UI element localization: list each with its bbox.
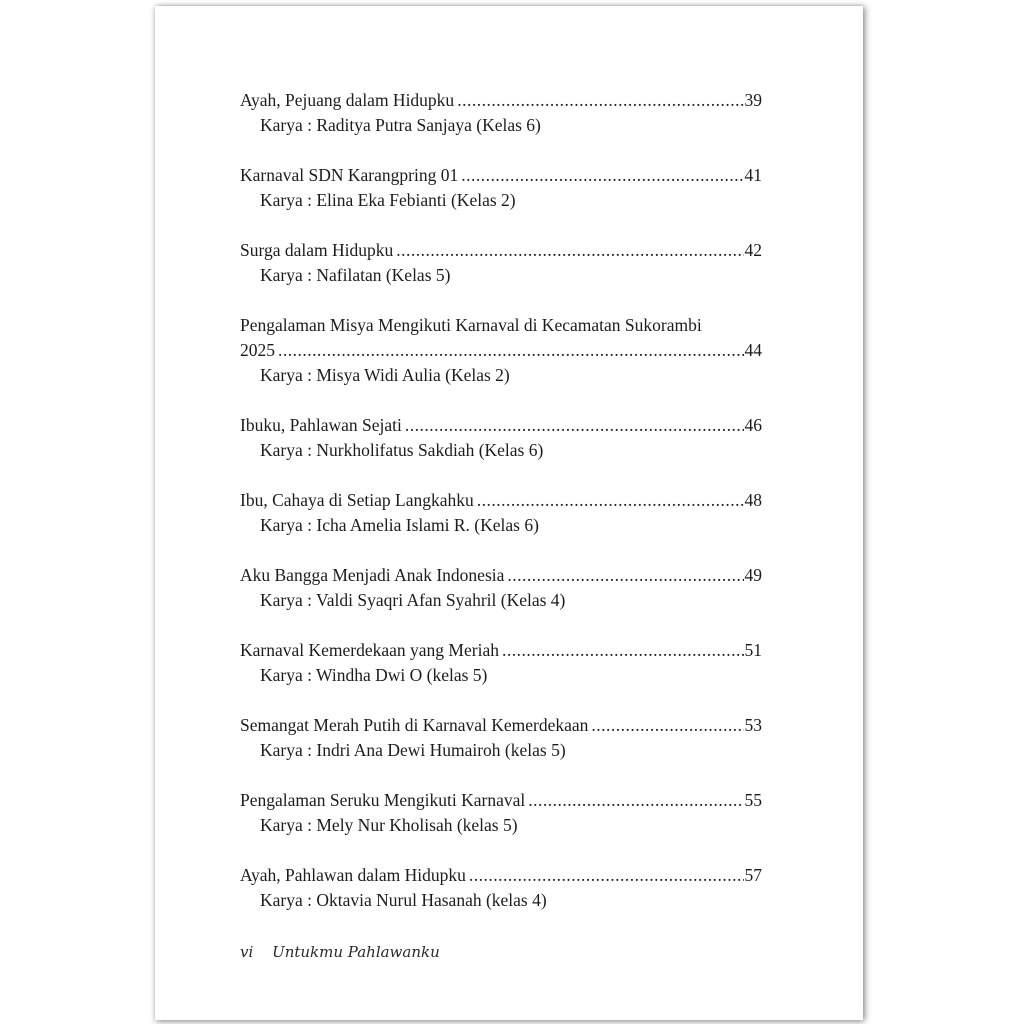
toc-page-number: 57 <box>744 865 762 885</box>
toc-entry <box>240 563 762 638</box>
toc-entry <box>240 163 762 238</box>
dot-leader <box>591 713 743 738</box>
toc-author: Karya : Elina Eka Febianti (Kelas 2) <box>260 190 516 210</box>
toc-entry <box>240 413 762 488</box>
folio-page-number: vi <box>240 943 254 961</box>
toc-entry <box>240 788 762 863</box>
toc-page-number: 51 <box>744 640 762 660</box>
toc-title-continuation: 2025 <box>240 340 275 360</box>
toc-title: Pengalaman Seruku Mengikuti Karnaval <box>240 790 526 810</box>
toc-title-line <box>240 413 762 438</box>
toc-title: Ayah, Pejuang dalam Hidupku <box>240 90 455 110</box>
toc-title: Karnaval Kemerdekaan yang Meriah <box>240 640 499 660</box>
toc-title: Karnaval SDN Karangpring 01 <box>240 165 459 185</box>
toc-author: Karya : Raditya Putra Sanjaya (Kelas 6) <box>260 115 541 135</box>
toc-title-line <box>240 163 762 188</box>
toc-author: Karya : Mely Nur Kholisah (kelas 5) <box>260 815 518 835</box>
dot-leader <box>405 413 744 438</box>
page-footer <box>240 943 440 961</box>
toc-page-number: 55 <box>744 790 762 810</box>
toc-page-number: 44 <box>744 340 762 360</box>
toc-page-number: 42 <box>744 240 762 260</box>
toc-title-line <box>240 238 762 263</box>
table-of-contents <box>240 88 762 938</box>
toc-author: Karya : Misya Widi Aulia (Kelas 2) <box>260 365 510 385</box>
toc-title: Semangat Merah Putih di Karnaval Kemerdekaan <box>240 715 589 735</box>
toc-title-line <box>240 863 762 888</box>
toc-page-number: 49 <box>744 565 762 585</box>
toc-title: Ayah, Pahlawan dalam Hidupku <box>240 865 466 885</box>
toc-title-line <box>240 713 762 738</box>
toc-entry <box>240 88 762 163</box>
toc-title: Aku Bangga Menjadi Anak Indonesia <box>240 565 505 585</box>
dot-leader <box>461 163 743 188</box>
toc-author: Karya : Indri Ana Dewi Humairoh (kelas 5) <box>260 740 566 760</box>
dot-leader <box>396 238 743 263</box>
toc-author: Karya : Valdi Syaqri Afan Syahril (Kelas 4) <box>260 590 566 610</box>
toc-author: Karya : Oktavia Nurul Hasanah (kelas 4) <box>260 890 547 910</box>
running-book-title: Untukmu Pahlawanku <box>272 943 440 961</box>
toc-title: Ibu, Cahaya di Setiap Langkahku <box>240 490 474 510</box>
dot-leader <box>469 863 744 888</box>
toc-author: Karya : Icha Amelia Islami R. (Kelas 6) <box>260 515 539 535</box>
toc-title: Ibuku, Pahlawan Sejati <box>240 415 402 435</box>
toc-author: Karya : Windha Dwi O (kelas 5) <box>260 665 488 685</box>
toc-entry <box>240 638 762 713</box>
dot-leader <box>507 563 743 588</box>
toc-title: Pengalaman Misya Mengikuti Karnaval di Kecamatan Sukorambi <box>240 315 702 335</box>
dot-leader <box>477 488 744 513</box>
toc-entry <box>240 488 762 563</box>
toc-page-number: 41 <box>744 165 762 185</box>
dot-leader <box>457 88 743 113</box>
toc-entry <box>240 313 762 413</box>
toc-title-line <box>240 563 762 588</box>
toc-page-number: 39 <box>744 90 762 110</box>
toc-title-line <box>240 88 762 113</box>
toc-title-line <box>240 488 762 513</box>
toc-entry <box>240 238 762 313</box>
toc-page-number: 53 <box>744 715 762 735</box>
toc-author: Karya : Nurkholifatus Sakdiah (Kelas 6) <box>260 440 544 460</box>
toc-entry <box>240 863 762 938</box>
toc-author: Karya : Nafilatan (Kelas 5) <box>260 265 451 285</box>
toc-title-line <box>240 788 762 813</box>
toc-title-line <box>240 338 762 363</box>
toc-entry <box>240 713 762 788</box>
dot-leader <box>528 788 743 813</box>
dot-leader <box>278 338 744 363</box>
toc-page-number: 46 <box>744 415 762 435</box>
toc-title: Surga dalam Hidupku <box>240 240 394 260</box>
toc-title-line <box>240 638 762 663</box>
toc-page-number: 48 <box>744 490 762 510</box>
dot-leader <box>502 638 744 663</box>
